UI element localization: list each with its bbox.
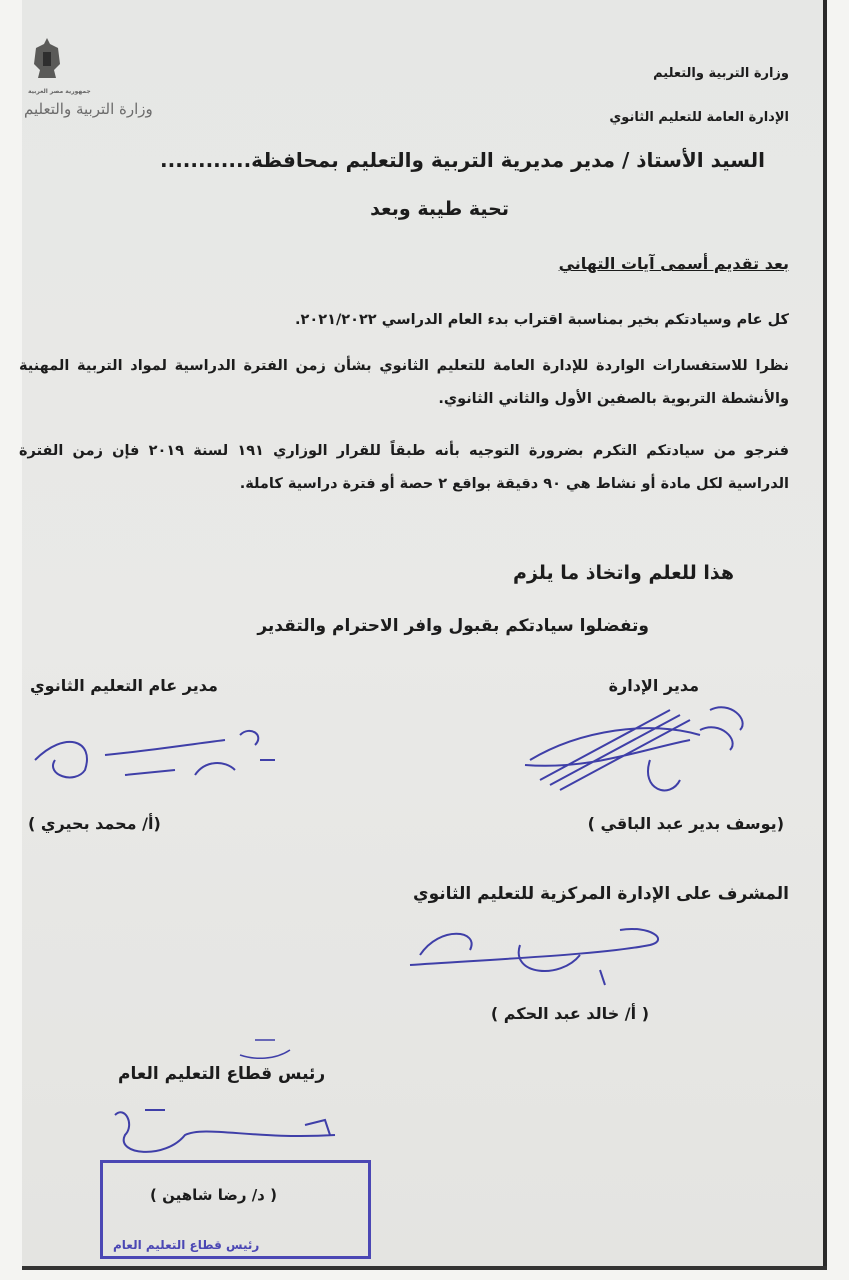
- signatory-name-general-director: (أ/ محمد بحيري ): [28, 814, 161, 833]
- signature-director: [500, 690, 770, 810]
- department-name: الإدارة العامة للتعليم الثانوي: [609, 110, 789, 125]
- stamp-text: رئيس قطاع التعليم العام: [113, 1238, 260, 1252]
- signature-sector-head: [105, 1105, 365, 1165]
- page-edge: [823, 0, 827, 1270]
- opening-line: بعد تقديم أسمى آيات التهاني: [558, 254, 789, 273]
- closing-line-1: هذا للعلم واتخاذ ما يلزم: [513, 562, 734, 584]
- paragraph-2: نظرا للاستفسارات الواردة للإدارة العامة للتعليم الثانوي بشأن زمن الفترة الدراسية لمواد التربية المهنية والأنشطة التربوية بالصفين الأول والثاني الثانوي.: [19, 358, 789, 407]
- eagle-emblem-icon: [30, 36, 64, 86]
- official-stamp: [100, 1160, 371, 1259]
- greeting: تحية طيبة وبعد: [370, 198, 509, 220]
- page-edge-bottom: [22, 1266, 827, 1270]
- signatory-title-sector-head: رئيس قطاع التعليم العام: [118, 1064, 326, 1084]
- addressee: السيد الأستاذ / مدير مديرية التربية والتعليم بمحافظة............: [160, 148, 765, 172]
- emblem-caption: جمهورية مصر العربية: [28, 88, 91, 95]
- signature-supervisor: [400, 915, 670, 995]
- signatory-name-sector-head: ( د/ رضا شاهين ): [150, 1186, 277, 1204]
- signatory-name-supervisor: ( أ/ خالد عبد الحكم ): [490, 1004, 649, 1023]
- signatory-title-supervisor: المشرف على الإدارة المركزية للتعليم الثانوي: [413, 884, 789, 904]
- ministry-name: وزارة التربية والتعليم: [653, 66, 789, 81]
- paragraph-1: كل عام وسيادتكم بخير بمناسبة اقتراب بدء العام الدراسي ٢٠٢١/٢٠٢٢.: [295, 312, 789, 328]
- paragraph-3: فنرجو من سيادتكم التكرم بضرورة التوجيه بأنه طبقاً للقرار الوزاري ١٩١ لسنة ٢٠١٩ فإن زمن الفترة الدراسية لكل مادة أو نشاط هي ٩٠ دقيقة بواقع ٢ حصة أو فترة دراسية كاملة.: [19, 443, 790, 492]
- closing-line-2: وتفضلوا سيادتكم بقبول وافر الاحترام والتقدير: [257, 616, 649, 636]
- signatory-title-general-director: مدير عام التعليم الثانوي: [30, 676, 218, 695]
- ministry-logo: وزارة التربية والتعليم: [24, 100, 153, 118]
- signature-general-director: [25, 720, 285, 790]
- handwritten-note: [235, 1035, 295, 1065]
- signatory-title-director: مدير الإدارة: [608, 676, 699, 695]
- signatory-name-director: (يوسف بدير عبد الباقي ): [587, 814, 784, 833]
